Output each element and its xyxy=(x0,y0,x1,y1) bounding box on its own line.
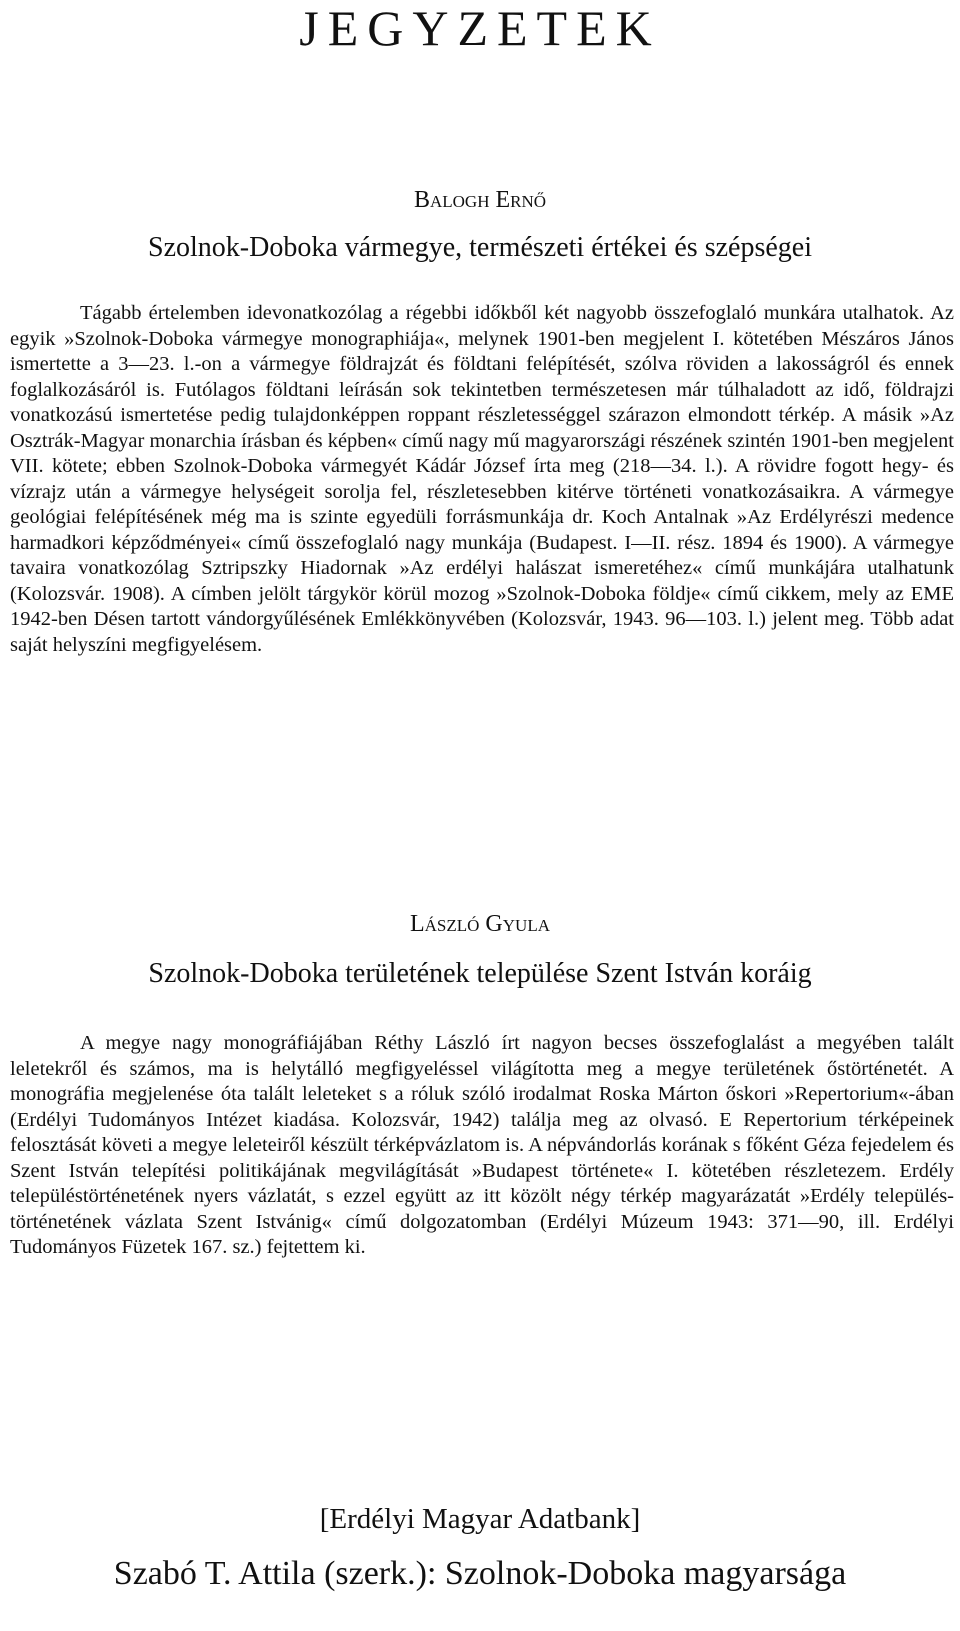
section-heading-telepules: Szolnok-Doboka területének települése Szent István koráig xyxy=(148,958,812,989)
page-title: JEGYZETEK xyxy=(299,0,661,56)
section-author-balogh: Balogh Ernő xyxy=(413,187,547,213)
section-author-laszlo: László Gyula xyxy=(410,911,550,937)
source-attribution: [Erdélyi Magyar Adatbank] xyxy=(319,1503,641,1535)
section-heading-szolnok-doboka: Szolnok-Doboka vármegye, természeti értékei és szépségei xyxy=(148,232,812,263)
section-paragraph-balogh: Tágabb értelemben idevonatkozólag a régebbi időkből két nagyobb összefoglaló munkára utalhatok. Az egyik »Szolnok-Doboka vármegye monographiája«, melynek 1901-ben megjelent I. kötetében Mészáros János ismertette a 3—23. l.-on a vármegye földrajzát és földtani felépítését, szólva röviden a lakosságról és ennek foglalkozásáról is. Futólagos földtani leírásán sok tekintetben természetesen már túlhaladott az idő, földrajzi vonatkozású ismertetése pedig tulajdonképpen roppant részletességgel szárazon elmondott térkép. A másik »Az Osztrák-Magyar monarchia írásban és képben« című nagy mű magyarországi részének szintén 1901-ben megjelent VII. kötete; ebben Szolnok-Doboka vármegyét Kádár József írta meg (218—34. l.). A rövidre fogott hegy- és vízrajz után a vármegye helységeit sorolja fel, részletesebben kitérve történeti vonatkozásaikra. A vármegye geológiai felépítésének még ma is szinte egyedüli forrásmunkája dr. Koch Antalnak »Az Erdélyrészi medence harmadkori képződményei« című összefoglaló nagy munkája (Budapest. I—II. rész. 1894 és 1900). A vármegye tavaira vonatkozólag Sztripszky Hiadornak »Az erdélyi halászat ismeretéhez« című munkájára utalhatunk (Kolozsvár. 1908). A címben jelölt tárgykör körül mozog »Szolnok-Doboka földje« című cikkem, mely az EME 1942-ben Désen tartott vándorgyűlésének Emlékkönyvében (Kolozsvár, 1943. 96—103. l.) jelent meg. Több adat saját helyszíni megfigyelésem. xyxy=(10,302,954,656)
section-paragraph-laszlo: A megye nagy monográfiájában Réthy László írt nagyon becses összefoglalást a megyében talált leletekről és számos, ma is helytálló megfigyeléssel világította meg a megye területének őstörténetét. A monográfia megjelenése óta talált leleteket s a róluk szóló irodalmat Roska Márton őskori »Repertorium«-ában (Erdélyi Tudományos Intézet kiadása. Kolozsvár, 1942) találja meg az olvasó. E Repertorium térképeinek felosztását követi a megye leleteiről készült térképvázlatom is. A népvándorlás korának s főként Géza fejedelem és Szent István telepítési politikájának megvilágítását »Budapest története« I. kötetében részletezem. Erdély településtörténetének nyers vázlatát, s ezzel együtt az itt közölt négy térkép magyarázatát »Erdély településtörténetének vázlata Szent Istvánig« című dolgozatomban (Erdélyi Múzeum 1943: 371—90, ill. Erdélyi Tudományos Füzetek 167. sz.) fejtettem ki. xyxy=(10,1032,954,1258)
book-citation: Szabó T. Attila (szerk.): Szolnok-Doboka magyarsága xyxy=(113,1555,847,1592)
